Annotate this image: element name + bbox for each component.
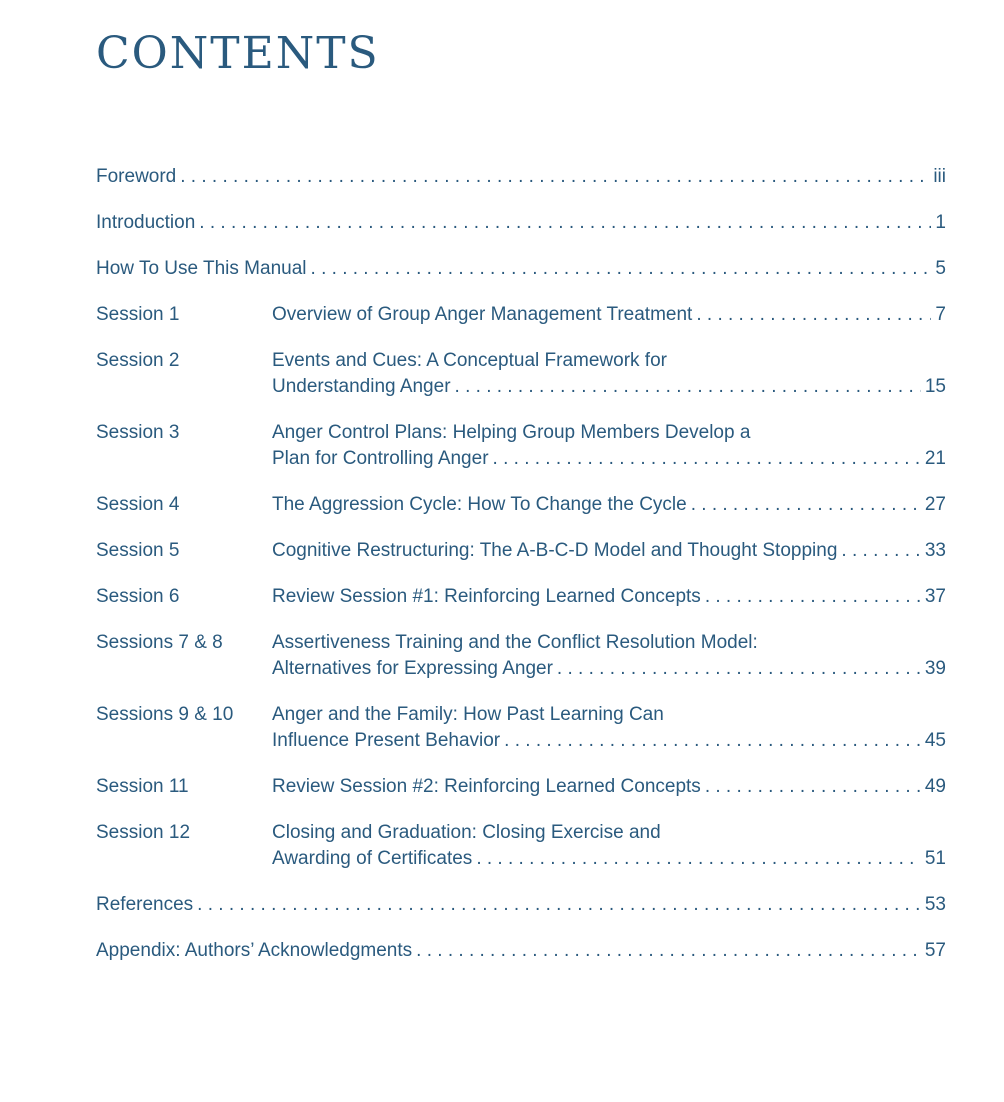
dot-leader [493, 446, 921, 472]
toc-entry-line [272, 702, 946, 728]
toc-entry-title [272, 420, 946, 472]
toc-entry-title [96, 892, 946, 918]
toc-page-number: 15 [924, 376, 946, 397]
toc-page-number: 57 [924, 940, 946, 961]
toc-entry-label: Sessions 7 & 8 [96, 632, 223, 653]
toc-entry-text: How To Use This Manual [96, 258, 307, 279]
toc-entry-text: Closing and Graduation: Closing Exercise and [272, 822, 661, 843]
toc-entry-text: Review Session #1: Reinforcing Learned Concepts [272, 586, 701, 607]
toc-entry[interactable] [96, 584, 946, 610]
toc-page-number: 7 [935, 304, 946, 325]
toc-entry-text: Overview of Group Anger Management Treatment [272, 304, 693, 325]
toc-page-number: 45 [924, 730, 946, 751]
toc-entry-line [96, 892, 946, 918]
toc-entry-label: Session 3 [96, 422, 180, 443]
toc-page-number: 21 [924, 448, 946, 469]
toc-entry[interactable] [96, 630, 946, 682]
toc-entry-text: Cognitive Restructuring: The A-B-C-D Model and Thought Stopping [272, 540, 838, 561]
toc-page-number: 37 [924, 586, 946, 607]
toc-page-number: 51 [924, 848, 946, 869]
toc-entry-label: Session 12 [96, 822, 191, 843]
toc-entry-line [272, 820, 946, 846]
toc-entry-label: Sessions 9 & 10 [96, 704, 234, 725]
toc-entry-text: Understanding Anger [272, 376, 451, 397]
toc-entry-title [272, 774, 946, 800]
toc-entry-line [272, 656, 946, 682]
toc-entry-text: Introduction [96, 212, 196, 233]
toc-entry[interactable] [96, 492, 946, 518]
toc-entry-text: Events and Cues: A Conceptual Framework for [272, 350, 667, 371]
dot-leader [199, 210, 931, 236]
toc-entry-text: Appendix: Authors’ Acknowledgments [96, 940, 413, 961]
toc-entry[interactable] [96, 702, 946, 754]
dot-leader [455, 374, 921, 400]
toc-entry-line [272, 630, 946, 656]
toc-entry-label: Session 1 [96, 304, 180, 325]
toc-page-number: 33 [924, 540, 946, 561]
dot-leader [557, 656, 921, 682]
toc-entry-line [96, 938, 946, 964]
toc-entry-text: The Aggression Cycle: How To Change the Cycle [272, 494, 687, 515]
toc-entry-line [272, 302, 946, 328]
dot-leader [691, 492, 921, 518]
toc-entry-label: Session 4 [96, 494, 180, 515]
toc-entry-title [272, 538, 946, 564]
toc-page-number: 1 [935, 212, 946, 233]
toc-entry-line [96, 164, 946, 190]
toc-entry-title [272, 702, 946, 754]
toc-page-number: 53 [924, 894, 946, 915]
toc-entry-line [272, 774, 946, 800]
toc-entry-text: Awarding of Certificates [272, 848, 473, 869]
page-title: CONTENTS [96, 28, 380, 79]
toc-entry[interactable] [96, 348, 946, 400]
toc-page-number: 27 [924, 494, 946, 515]
dot-leader [841, 538, 920, 564]
toc-entry-title [272, 630, 946, 682]
toc-entry[interactable] [96, 938, 946, 964]
toc-entry-line [96, 210, 946, 236]
toc-entry[interactable] [96, 302, 946, 328]
toc-entry-line [272, 846, 946, 872]
toc-entry[interactable] [96, 164, 946, 190]
toc-entry-line [272, 728, 946, 754]
dot-leader [311, 256, 932, 282]
toc-page-number: 5 [935, 258, 946, 279]
toc-entry-text: Foreword [96, 166, 177, 187]
toc-page-number: 39 [924, 658, 946, 679]
toc-entry-text: Anger and the Family: How Past Learning Can [272, 704, 664, 725]
toc-entry-text: Review Session #2: Reinforcing Learned Concepts [272, 776, 701, 797]
toc-page-number: 49 [924, 776, 946, 797]
dot-leader [197, 892, 921, 918]
toc-entry-title [272, 492, 946, 518]
toc-entry-line [272, 348, 946, 374]
dot-leader [705, 584, 921, 610]
dot-leader [696, 302, 931, 328]
toc-entry-line [272, 538, 946, 564]
toc-entry-line [96, 256, 946, 282]
toc-entry-text: Anger Control Plans: Helping Group Members Develop a [272, 422, 751, 443]
toc-entry-title [96, 210, 946, 236]
toc-entry[interactable] [96, 820, 946, 872]
dot-leader [504, 728, 921, 754]
toc-entry-title [96, 164, 946, 190]
toc-entry[interactable] [96, 538, 946, 564]
toc-entry-text: Alternatives for Expressing Anger [272, 658, 553, 679]
toc-entry-text: Plan for Controlling Anger [272, 448, 489, 469]
toc-entry-title [272, 348, 946, 400]
toc-entry-label: Session 6 [96, 586, 180, 607]
toc-entry-text: Assertiveness Training and the Conflict Resolution Model: [272, 632, 758, 653]
dot-leader [180, 164, 929, 190]
toc-entry-line [272, 420, 946, 446]
toc-entry-label: Session 11 [96, 776, 189, 797]
toc-entry-label: Session 2 [96, 350, 180, 371]
toc-entry-title [96, 256, 946, 282]
table-of-contents [96, 164, 946, 984]
toc-entry-line [272, 584, 946, 610]
toc-entry[interactable] [96, 420, 946, 472]
dot-leader [705, 774, 921, 800]
toc-entry[interactable] [96, 892, 946, 918]
dot-leader [416, 938, 921, 964]
toc-page-number: iii [933, 166, 946, 187]
toc-entry-line [272, 374, 946, 400]
toc-entry[interactable] [96, 256, 946, 282]
toc-entry[interactable] [96, 210, 946, 236]
dot-leader [476, 846, 921, 872]
toc-entry-title [272, 584, 946, 610]
toc-entry-text: References [96, 894, 194, 915]
toc-entry-line [272, 492, 946, 518]
toc-entry-title [96, 938, 946, 964]
toc-entry-title [272, 820, 946, 872]
toc-entry-line [272, 446, 946, 472]
toc-entry-text: Influence Present Behavior [272, 730, 501, 751]
toc-entry[interactable] [96, 774, 946, 800]
toc-entry-title [272, 302, 946, 328]
toc-entry-label: Session 5 [96, 540, 180, 561]
